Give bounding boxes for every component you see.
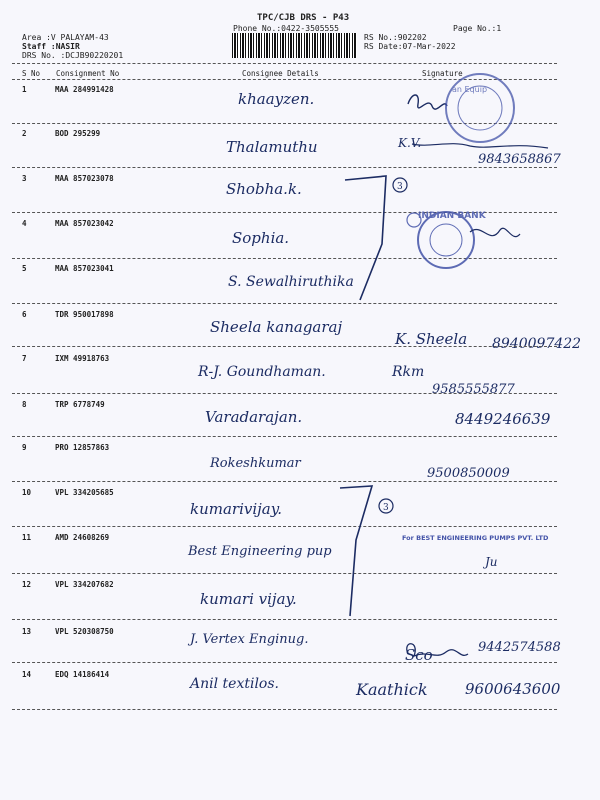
row-consignee: S. Sewalhiruthika: [228, 274, 354, 290]
row-divider: [12, 212, 557, 213]
row-consignment: VPL 334207682: [55, 580, 114, 589]
row-sno: 10: [22, 488, 32, 497]
row-divider: [12, 123, 557, 124]
row-consignee: khaayzen.: [238, 90, 315, 108]
row-consignment: IXM 49918763: [55, 354, 110, 363]
rs-number: RS No.:902202: [364, 33, 427, 42]
staff-label: Staff :NASIR: [22, 42, 80, 51]
row-signature: Kaathick: [356, 680, 428, 699]
barcode: [232, 33, 357, 58]
row-consignee: kumari vijay.: [200, 590, 297, 608]
signature-scribble: [412, 144, 548, 148]
stamp-text: an Equip: [452, 85, 488, 94]
row-consignment: VPL 520308750: [55, 627, 114, 636]
row-consignment: VPL 334205685: [55, 488, 114, 497]
row-consignment: MAA 284991428: [55, 85, 114, 94]
row-sno: 5: [22, 264, 27, 273]
row-signature: K. Sheela: [395, 330, 468, 348]
row-phone: 9600643600: [465, 680, 561, 698]
divider: [12, 63, 557, 64]
company-stamp: [446, 74, 514, 142]
row-consignee: Sheela kanagaraj: [210, 318, 343, 336]
row-divider: [12, 303, 557, 304]
row-sno: 4: [22, 219, 27, 228]
row-sno: 6: [22, 310, 27, 319]
row-divider: [12, 709, 557, 710]
row-phone: 8940097422: [492, 336, 582, 352]
indian-bank-stamp: [407, 211, 487, 268]
row-consignment: MAA 857023042: [55, 219, 114, 228]
row-sno: 7: [22, 354, 27, 363]
row-phone: 9442574588: [478, 640, 561, 655]
row-sno: 9: [22, 443, 27, 452]
row-sno: 14: [22, 670, 32, 679]
row-divider: [12, 393, 557, 394]
rs-date: RS Date:07-Mar-2022: [364, 42, 456, 51]
row-sno: 13: [22, 627, 32, 636]
area-label: Area :V PALAYAM-43: [22, 33, 109, 42]
phone-number: Phone No.:0422-3505555: [233, 24, 339, 33]
row-sno: 8: [22, 400, 27, 409]
row-consignee: R-J. Goundhaman.: [198, 364, 326, 380]
row-sno: 2: [22, 129, 27, 138]
col-consignee: Consignee Details: [242, 69, 319, 78]
bracket-circle: [379, 499, 393, 513]
row-consignee: Best Engineering pup: [188, 544, 332, 559]
col-consignment: Consignment No: [56, 69, 120, 78]
row-signature: K.V.: [398, 136, 422, 150]
bracket-count: 3: [383, 503, 389, 513]
row-phone: 9500850009: [427, 466, 510, 481]
row-consignee: Thalamuthu: [226, 138, 318, 156]
row-consignee: Rokeshkumar: [210, 456, 301, 471]
row-phone: 8449246639: [455, 410, 551, 428]
signature-scribble: Rkm: [392, 364, 425, 380]
row-divider: [12, 662, 557, 663]
bracket-circle: [393, 178, 407, 192]
row-divider: [12, 258, 557, 259]
row-consignment: TRP 6778749: [55, 400, 105, 409]
row-consignment: EDQ 14186414: [55, 670, 110, 679]
signature-scribble: Ju: [485, 555, 498, 569]
row-consignment: MAA 857023041: [55, 264, 114, 273]
bracket-count: 3: [397, 182, 403, 192]
row-consignee: J. Vertex Enginug.: [190, 632, 309, 647]
row-sno: 11: [22, 533, 32, 542]
col-signature: Signature: [422, 69, 463, 78]
row-sno: 1: [22, 85, 27, 94]
row-divider: [12, 167, 557, 168]
row-consignee: Varadarajan.: [205, 408, 303, 426]
row-divider: [12, 436, 557, 437]
row-consignment: MAA 857023078: [55, 174, 114, 183]
row-consignee: kumarivijay.: [190, 500, 282, 518]
row-divider: [12, 573, 557, 574]
row-divider: [12, 526, 557, 527]
row-consignment: BOD 295299: [55, 129, 101, 138]
stamp-text: INDIAN BANK: [418, 211, 486, 221]
row-sno: 3: [22, 174, 27, 183]
row-consignee: Sophia.: [232, 229, 290, 247]
document-title: TPC/CJB DRS - P43: [257, 13, 350, 23]
row-phone: 9585555877: [432, 382, 515, 397]
row-divider: [12, 346, 557, 347]
col-sno: S No: [22, 69, 41, 78]
page-number: Page No.:1: [453, 24, 502, 33]
signature-scribble: Sco: [405, 646, 433, 664]
bracket-line: [340, 486, 372, 616]
row-sno: 12: [22, 580, 32, 589]
company-stamp-text: For BEST ENGINEERING PUMPS PVT. LTD: [402, 534, 549, 542]
row-consignee: Shobha.k.: [226, 180, 302, 198]
row-divider: [12, 619, 557, 620]
drs-number: DRS No. :DCJB90220201: [22, 51, 124, 60]
signature-scribble: [408, 95, 447, 109]
row-consignment: TDR 950017898: [55, 310, 114, 319]
row-consignee: Anil textilos.: [190, 676, 279, 692]
row-consignment: PRO 12857863: [55, 443, 110, 452]
row-divider: [12, 481, 557, 482]
row-phone: 9843658867: [478, 152, 561, 167]
signature-scribble: [470, 228, 520, 236]
divider: [12, 79, 557, 80]
row-consignment: AMD 24608269: [55, 533, 110, 542]
